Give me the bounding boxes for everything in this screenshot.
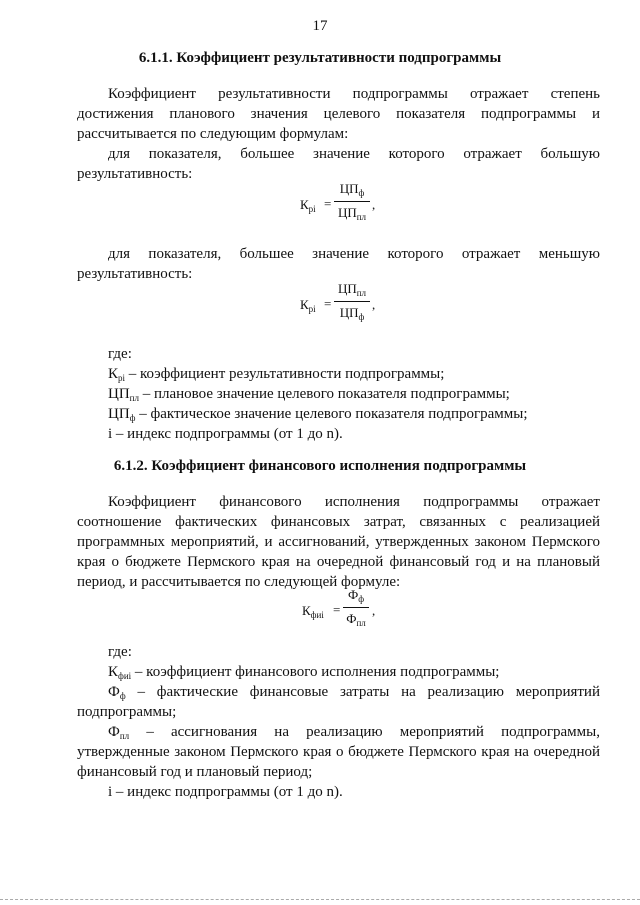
formula-denominator: $ЦП_{пл}$: [337, 205, 367, 222]
formula-trail: ,: [372, 197, 376, 212]
fraction-bar: [334, 301, 370, 302]
formula-lhs: $К_{фиi}$: [302, 603, 324, 620]
fraction-bar: [343, 607, 369, 608]
formula-numerator: $ЦП_ф$: [339, 181, 365, 198]
page-bottom-border: [0, 899, 640, 900]
formula-denominator: $Ф_{пл}$: [346, 611, 366, 628]
definition-f-pl: $Ф_{пл}$ – ассигнования на реализацию мероприятий подпрограммы, утвержденные законом Пермского края о бюджете Пермского края на очередной финансовый год и плановый период;: [77, 724, 600, 780]
formula-trail: ,: [372, 297, 376, 312]
formula-kfi: [302, 588, 392, 636]
definition-f-f: $Ф_ф$ – фактические финансовые затраты на реализацию мероприятий подпрограммы;: [77, 684, 600, 720]
formula-lhs: $К_{рi}$: [300, 297, 316, 314]
formula-equals: =: [324, 296, 332, 311]
where-label: где:: [108, 346, 132, 362]
definition-kri: $К_{рi}$ – коэффициент результативности подпрограммы;: [108, 366, 445, 383]
definition-index-i: i – индекс подпрограммы (от 1 до n).: [108, 426, 343, 442]
section2-intro-paragraph: Коэффициент финансового исполнения подпрограммы отражает соотношение фактических финансовых затрат, связанных с реализацией программных мероприятий, и ассигнований, утвержденных законом Пермского края о бюджете Пермского края на очередной финансовый год и на плановый период, и рассчитывается по следующей формуле:: [77, 494, 600, 590]
formula-kri-greater: [300, 182, 390, 230]
formula-trail: ,: [372, 603, 376, 618]
formula-lhs: $К_{рi}$: [300, 197, 316, 214]
section1-intro-paragraph: Коэффициент результативности подпрограммы отражает степень достижения планового значения целевого показателя подпрограммы и рассчитывается по следующим формулам:: [77, 86, 600, 142]
case-greater-paragraph: для показателя, большее значение которого отражает большую результативность:: [77, 146, 600, 182]
where-label: где:: [108, 644, 132, 660]
definition-cp-pl: $ЦП_{пл}$ – плановое значение целевого показателя подпрограммы;: [108, 386, 510, 403]
formula-numerator: $ЦП_{пл}$: [337, 281, 367, 298]
fraction-bar: [334, 201, 370, 202]
formula-kri-lesser: [300, 282, 390, 330]
section-heading-6-1-1: 6.1.1. Коэффициент результативности подпрограммы: [138, 50, 502, 66]
page-number: 17: [312, 18, 328, 34]
formula-equals: =: [324, 196, 332, 211]
definition-cp-f: $ЦП_ф$ – фактическое значение целевого показателя подпрограммы;: [108, 406, 528, 423]
section-heading-6-1-2: 6.1.2. Коэффициент финансового исполнения подпрограммы: [113, 458, 527, 474]
definition-index-i-2: i – индекс подпрограммы (от 1 до n).: [108, 784, 343, 800]
formula-equals: =: [333, 602, 341, 617]
formula-denominator: $ЦП_ф$: [339, 305, 365, 322]
formula-numerator: $Ф_ф$: [347, 587, 365, 604]
definition-kfi: $К_{фиi}$ – коэффициент финансового исполнения подпрограммы;: [108, 664, 500, 681]
case-lesser-paragraph: для показателя, большее значение которого отражает меньшую результативность:: [77, 246, 600, 282]
